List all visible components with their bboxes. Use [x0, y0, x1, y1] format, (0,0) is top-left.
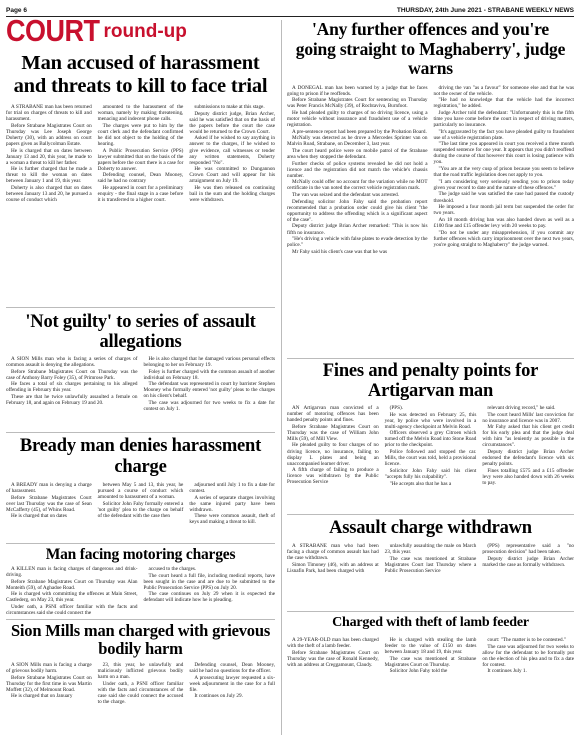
story-paragraph: A series of separate charges involving the same injured party have been withdrawn. — [189, 494, 276, 513]
story-paragraph: The court heard a full file, including medical reports, have been sought in the case and are due to be submitted to the Public Prosecution Service (PPS) on July 20. — [143, 572, 275, 591]
story-paragraph: An 18 month driving ban was also handed down as well as a £100 fine and £15 offender levy with 20 weeks to pay. — [433, 216, 574, 229]
story-paragraph: Defending counsel, Dean Mooney, said he had no questions for the officer. — [189, 662, 276, 675]
story-paragraph: "He accepts also that he has a — [389, 480, 452, 487]
story-headline: Sion Mills man charged with grievous bodily harm — [10, 621, 271, 658]
story-paragraph: He is further charged that he made a threat to kill the woman on dates between January 1 and 19, this year. — [6, 166, 92, 185]
story-divider — [6, 307, 275, 308]
story-paragraph: Doherty is also charged that on dates between January 13 and 20, he pursued a course of conduct which — [6, 184, 92, 204]
story-divider — [6, 543, 275, 544]
story-paragraph: "The last time you appeared in court you received a three month suspended sentence for one year. It appears that you didn't reoffend during the course of that however this court is losing patience with you. — [433, 141, 574, 166]
story-paragraph: He had pleaded guilty to charges of no driving licence, using a motor vehicle without insurance and fraudulent use of a vehicle registration. — [287, 109, 428, 128]
story-sion-mills-gbh — [6, 622, 275, 734]
banner-roundup: round-up — [103, 21, 187, 42]
story-paragraph: A DONEGAL man has been warned by a judge that he faces going to prison if he reoffends. — [287, 84, 428, 97]
story-paragraph: He pleaded guilty to four charges of no driving licence, no insurance, failing to display L plates and being an unaccompanied learner driver. — [287, 442, 379, 467]
story-headline: Bready man denies harassment charge — [19, 436, 262, 477]
story-column — [98, 662, 184, 728]
story-headline: 'Not guilty' to series of assault allegations — [25, 312, 256, 352]
story-paragraph: The case was mentioned at Strabane Magistrates Court last Thursday where a Public Prosecution Service — [384, 555, 477, 574]
story-paragraph: Further checks of police systems revealed he did not hold a licence and the registration did not match the vehicle's chassis number. — [287, 160, 428, 179]
story-column — [482, 637, 574, 725]
story-paragraph: The case continues on July 29 when it is expected the defendant will indicate how he is pleading. — [143, 591, 275, 604]
story-paragraph: A SION Mills man is facing a charge of grievous bodily harm. — [6, 662, 92, 675]
story-column — [287, 543, 379, 601]
page-dateline: THURSDAY, 24th June 2021 - STRABANE WEEKLY NEWS — [396, 6, 574, 14]
story-motoring-charges — [6, 546, 275, 616]
story-paragraph: Before Strabane Magistrates Court over last Thursday was the case of Sean McCafferty (45), of Whins Road. — [6, 494, 92, 513]
story-headline: Fines and penalty points for Artigarvan man — [322, 361, 539, 401]
story-divider — [6, 432, 275, 433]
story-column — [482, 543, 574, 601]
story-paragraph: He appeared in court for a preliminary enquiry - the final stage in a case before it is transferred to a higher court. — [97, 184, 184, 204]
story-headline: Man accused of harassment and threats to kill to face trial — [13, 52, 268, 97]
story-paragraph: He was detected on February 25, this year, by police who were involved in a multi-agency checkpoint at Melvin Road. — [384, 411, 477, 430]
story-paragraph: 23, this year, he unlawfully and maliciously inflicted grievous bodily harm on a man. — [97, 662, 184, 681]
story-column — [98, 482, 184, 542]
story-column — [287, 85, 428, 332]
story-paragraph: accused to the charges. — [148, 566, 197, 572]
story-paragraph: Under oath, a PSNI officer familiar with the facts and circumstances of the case said she could connect the accused to the charge. — [97, 680, 184, 705]
story-paragraph: He was then released on continuing bail in the sum and the holding charges were withdrawn. — [189, 184, 276, 204]
story-paragraph: A 29-YEAR-OLD man has been charged with the theft of a lamb feeder. — [287, 637, 379, 650]
story-paragraph: Defending solicitor John Fahy said the probation report recommended that a probation order could give his client "the opportunity to address the offending which is a significant aspect of the case". — [287, 198, 428, 223]
story-bready-harassment — [6, 436, 275, 541]
story-paragraph: Solicitor John Fahy told the — [389, 668, 448, 675]
story-paragraph: He is charged with stealing the lamb feeder to the value of £150 on dates between January 18 and 19, this year. — [384, 637, 477, 656]
story-column — [482, 405, 574, 505]
story-paragraph: Deputy district judge Brian Archer marked the case as formally withdrawn. — [482, 555, 575, 568]
story-paragraph: The case was adjourned for two weeks to fix a date for contest on July 1. — [143, 400, 275, 413]
story-paragraph: The judge said he was satisfied the case had passed the custody threshold. — [433, 191, 574, 204]
story-paragraph: (PPS). — [389, 405, 404, 411]
story-paragraph: Asked if he wished to say anything in answer to the charges, if he wished to give evidence, call witnesses or tender any written statements, Doherty responded "No". — [189, 135, 276, 166]
story-paragraph: Foley is further charged with the common assault of another individual on February 18. — [143, 368, 275, 381]
story-paragraph: Mr Fahy said his client's case was that he was — [292, 248, 388, 255]
story-paragraph: Solicitor John Fahy formally entered a 'not guilty' plea to the charge on behalf of the defendant with the case then — [97, 500, 184, 519]
story-paragraph: Simon Timoney (46), with an address at Lisnafin Park, had been charged with — [287, 561, 379, 574]
story-paragraph: He is also charged that he damaged various personal effects belonging to her on February 19. — [143, 356, 275, 369]
story-column — [189, 482, 275, 542]
story-paragraph: driving the van "as a favour" for someone else and that he was not the owner of the vehicle. — [433, 84, 574, 97]
story-paragraph: A KILLEN man is facing charges of dangerous and drink-driving. — [6, 566, 138, 579]
story-paragraph: He imposed a four month jail term but suspended the order for two years. — [433, 204, 574, 217]
story-paragraph: Deputy district judge, Brian Archer, said he was satisfied that on the basis of the papers before the court the case would be returned to the Crown Court. — [189, 110, 276, 135]
story-column — [385, 405, 477, 505]
story-paragraph: Under oath, a PSNI officer familiar with the facts and circumstances said she could connect the — [6, 604, 138, 617]
story-paragraph: Defending counsel, Dean Mooney, said he had no contrary — [97, 172, 184, 185]
story-paragraph: submissions to make at this stage. — [194, 104, 265, 110]
story-column — [287, 637, 379, 725]
story-column — [189, 662, 275, 728]
story-paragraph: "I am considering very seriously sending you to prison today given your record to date and the nature of these offences." — [433, 178, 574, 191]
story-maghaberry-warning — [287, 20, 574, 356]
story-paragraph: A SION Mills man who is facing a series of charges of common assault is denying the allegations. — [6, 356, 138, 369]
story-headline: Charged with theft of lamb feeder — [332, 615, 529, 630]
story-paragraph: unlawfully assaulting the male on March 23, this year. — [384, 543, 477, 556]
story-paragraph: Deputy district judge Brian Archer remarked: "This is now his fifth no insurance. — [287, 223, 428, 236]
story-paragraph: Before Strabane Magistrates Court on Thursday was the case of Ronald Kennedy, with an address at Creggamount, Claudy. — [287, 649, 379, 668]
story-paragraph: (PPS) representative said a "no prosecution decision" had been taken. — [482, 543, 575, 556]
story-column — [385, 637, 477, 725]
story-assault-withdrawn — [287, 517, 574, 609]
story-paragraph: Before Strabane Magistrates Court on Thursday was the case of William John Mills (59), of Mill View. — [287, 423, 379, 442]
story-paragraph: Before Strabane Magistrates Court on Thursday was Alan Monteith (59), of Aghadoe Road. — [6, 578, 138, 591]
story-paragraph: The charges were put to him by the court clerk and the defendant confirmed he did not object to the holding of the hearing. — [97, 122, 184, 147]
story-column — [144, 566, 276, 612]
story-headline: Assault charge withdrawn — [329, 518, 532, 538]
story-paragraph: Before Strabane Magistrates Court on Thursday for the first time in was Martin Moffett (32), of Melmount Road. — [6, 674, 92, 693]
story-paragraph: The court heard Mills' last conviction for no insurance and licence was in 2007. — [482, 411, 575, 424]
story-column — [385, 543, 477, 601]
story-paragraph: He is charged that on dates — [11, 513, 67, 520]
story-paragraph: These are that he twice unlawfully assaulted a female on February 18, and again on February 19 and 20. — [6, 394, 138, 407]
story-paragraph: McNally was detected as he drove a Mercedes Sprinter van on Malvin Road, Strabane, on December 3, last year. — [287, 135, 428, 148]
story-paragraph: The case was adjourned for two weeks to allow for the defendant to be formally put on the election of his plea and to fix a date for contest. — [482, 643, 575, 668]
story-headline: 'Any further offences and you're going straight to Maghaberry', judge warns — [295, 19, 566, 78]
story-paragraph: Police followed and stopped the car. Mills, the court was told, held a provisional licence. — [384, 449, 477, 468]
story-artigarvan-fines — [287, 361, 574, 511]
story-paragraph: The van was seized and the defendant was arrested. — [292, 192, 400, 199]
story-paragraph: A STRABANE man has been returned for trial on charges of threats to kill and harassment. — [6, 104, 92, 123]
story-paragraph: The case was mentioned at Strabane Magistrates Court on Thursday. — [384, 655, 477, 668]
story-divider — [287, 358, 574, 359]
story-paragraph: Fines totalling £575 and a £15 offender levy were also handed down with 26 weeks to pay. — [482, 467, 575, 486]
story-paragraph: amounted to the harassment of the woman, namely by making threatening, menacing and indecent phone calls. — [97, 104, 184, 123]
column-divider — [281, 20, 282, 735]
story-divider — [287, 611, 574, 612]
story-lamb-feeder-theft — [287, 614, 574, 734]
story-paragraph: "It's aggravated by the fact you have pleaded guilty to fraudulent use of a vehicle registration plate. — [433, 128, 574, 141]
story-headline: Man facing motoring charges — [45, 546, 236, 563]
story-paragraph: A pre-sentence report had been prepared by the Probation Board. — [292, 128, 427, 135]
story-paragraph: He is charged with committing the offences at Main Street, Castlederg, on May 23, this year. — [6, 591, 138, 604]
story-paragraph: adjourned until July 1 to fix a date for contest. — [189, 482, 276, 495]
story-paragraph: Solicitor John Fahy said his client "accepts fully his culpability". — [384, 467, 477, 480]
story-paragraph: He is charged that on dates between January 13 and 20, this year, he made to a woman a threat to kill her father. — [6, 147, 92, 166]
story-divider — [287, 514, 574, 515]
banner-court: COURT — [6, 14, 100, 48]
story-paragraph: AN Artigarvan man convicted of a number of motoring offences has been handed penalty points and fines. — [287, 405, 379, 424]
story-paragraph: court: "The matter is to be contested." — [487, 637, 567, 643]
story-paragraph: These were common assault, theft of keys and making a threat to kill. — [189, 513, 276, 526]
story-paragraph: He was committed to Dungannon Crown Court and will appear for his arraignment on July 19. — [189, 166, 276, 185]
story-paragraph: Before Strabane Magistrates Court for sentencing on Thursday was Peter Francis McNally (39), of Rochtaviva, Burnfoot. — [287, 97, 428, 110]
story-paragraph: He faces a total of six charges pertaining to his alleged offending in February this year. — [6, 381, 138, 394]
story-paragraph: A BREADY man is denying a charge of harassment. — [6, 482, 92, 495]
story-paragraph: A fifth charge of failing to produce a licence was withdrawn by the Public Prosecution Service — [287, 467, 379, 486]
story-paragraph: The defendant was represented in court by barrister Stephen Mooney who formally entered 'not guilty' pleas to the charges on his client's behalf. — [143, 381, 275, 400]
story-column — [144, 356, 276, 426]
story-paragraph: Judge Archer told the defendant: "Unfortunately this is the fifth time you have come before the court in respect of driving matters, particularly no insurance. — [433, 109, 574, 128]
story-paragraph: It continues July 1. — [487, 668, 527, 675]
story-paragraph: Before Strabane Magistrates Court on Thursday was the case of Anthony Barry Foley (35), of Primrose Park. — [6, 368, 138, 381]
story-paragraph: McNally could offer no account for the variation while no MOT certificate in the van noted the correct vehicle registration mark. — [287, 179, 428, 192]
story-harassment-threats — [6, 52, 275, 305]
story-paragraph: between May 5 and 13, this year, he pursued a course of conduct which amounted to harassment of a woman. — [97, 482, 184, 501]
story-paragraph: Deputy district judge Brian Archer endorsed the defendant's licence with six penalty points. — [482, 449, 575, 468]
story-column — [6, 482, 92, 542]
story-paragraph: Before Strabane Magistrates Court on Thursday was Lee Joseph George Doherty (30), with an address on court papers given as Ballycolman Estate. — [6, 122, 92, 147]
story-paragraph: A STRABANE man who had been facing a charge of common assault has had the case withdrawn. — [287, 543, 379, 562]
story-paragraph: Mr Fahy asked that his client get credit for his early plea and that the judge deal with him "as leniently as possible in the circumstances". — [482, 424, 575, 449]
story-paragraph: It continues on July 29. — [194, 693, 243, 700]
story-paragraph: "He's driving a vehicle with false plates to evade detection by the police." — [287, 236, 428, 249]
story-paragraph: "You are at the very cusp of prison because you seem to believe that the road traffic legislation does not apply to you. — [433, 166, 574, 179]
story-column — [6, 356, 138, 426]
story-paragraph: A Public Prosecution Service (PPS) lawyer submitted that on the basis of the papers before the court there is a case for Doherty to answer. — [97, 147, 184, 172]
story-column — [6, 104, 92, 262]
story-column — [434, 85, 575, 332]
story-column — [6, 662, 92, 728]
story-paragraph: relevant driving record," he said. — [487, 405, 556, 411]
story-column — [287, 405, 379, 505]
story-paragraph: He is charged that on January — [11, 693, 73, 700]
story-paragraph: The court heard police were on mobile patrol of the Strabane area when they stopped the defendant. — [287, 147, 428, 160]
story-paragraph: A prosecuting lawyer requested a six-week adjournment in the case for a full file. — [189, 674, 276, 693]
story-divider — [6, 619, 275, 620]
story-not-guilty-assault — [6, 312, 275, 430]
story-column — [6, 566, 138, 617]
story-column — [98, 104, 184, 262]
page-number: Page 6 — [6, 6, 27, 14]
story-paragraph: Officers observed a grey Citroen which turned off the Melvin Road into Stone Road prior to the checkpoint. — [384, 430, 477, 449]
section-banner — [6, 14, 276, 48]
story-paragraph: "He had no knowledge that the vehicle had the incorrect registration," he added. — [433, 97, 574, 110]
story-column — [189, 104, 275, 262]
story-paragraph: "Do not be under any misapprehension, if you commit any further offences which carry imprisonment over the next two years, you're going straight to Maghaberry" the judge warned. — [433, 229, 574, 248]
